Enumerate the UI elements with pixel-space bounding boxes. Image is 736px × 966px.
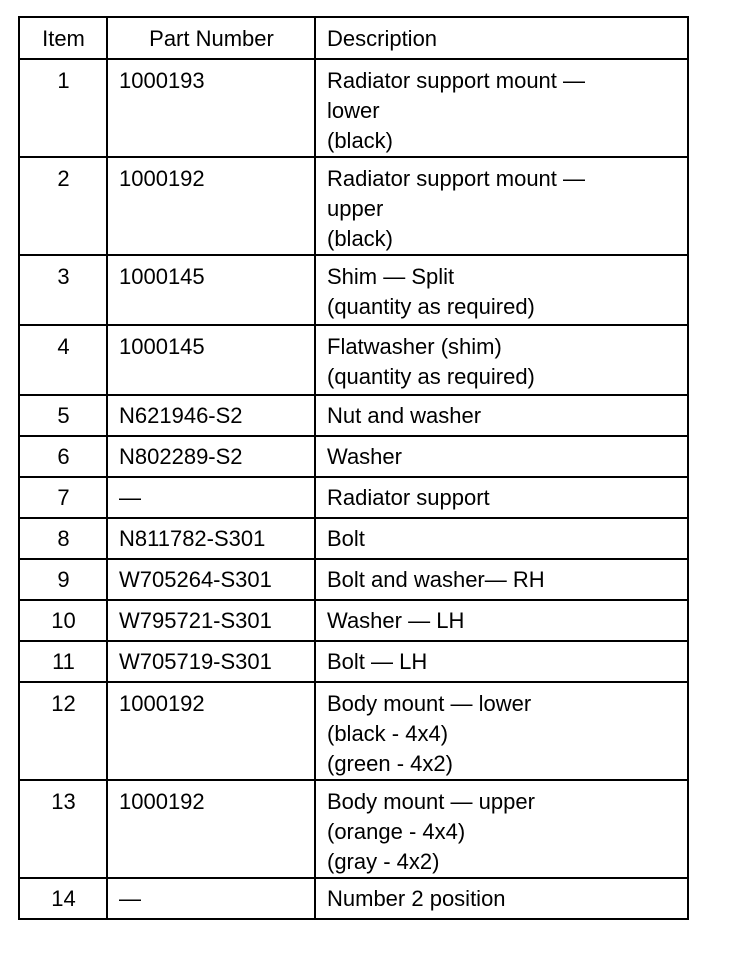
- item-number-cell: 8: [19, 518, 107, 559]
- description-cell: [315, 682, 688, 780]
- parts-table: [18, 16, 689, 920]
- description-line: (orange - 4x4): [327, 819, 466, 844]
- part-number-cell: 1000192: [107, 682, 315, 780]
- description-cell: [315, 59, 688, 157]
- column-header-part-number: Part Number: [107, 17, 315, 59]
- description-line: (black): [327, 128, 394, 153]
- description-cell: [315, 878, 688, 919]
- part-number-cell: W705719-S301: [107, 641, 315, 682]
- description-line: Nut and washer: [327, 403, 482, 428]
- part-number-cell: 1000193: [107, 59, 315, 157]
- part-number-cell: W705264-S301: [107, 559, 315, 600]
- part-number-cell: N802289-S2: [107, 436, 315, 477]
- description-line: Washer: [327, 444, 402, 469]
- item-number-cell: 5: [19, 395, 107, 436]
- description-line: upper: [327, 196, 384, 221]
- part-number-cell: 1000192: [107, 157, 315, 255]
- item-number-cell: 2: [19, 157, 107, 255]
- table-row: [19, 325, 688, 395]
- item-number-cell: 10: [19, 600, 107, 641]
- description-cell: [315, 325, 688, 395]
- table-row: [19, 255, 688, 325]
- description-cell: [315, 436, 688, 477]
- description-line: (green - 4x2): [327, 751, 453, 776]
- description-cell: [315, 559, 688, 600]
- description-line: Radiator support: [327, 485, 490, 510]
- description-line: Body mount — upper: [327, 789, 535, 814]
- column-header-description: Description: [315, 17, 688, 59]
- description-cell: [315, 518, 688, 559]
- table-body: [19, 59, 688, 919]
- part-number-cell: N811782-S301: [107, 518, 315, 559]
- description-line: (gray - 4x2): [327, 849, 440, 874]
- table-row: [19, 477, 688, 518]
- description-line: lower: [327, 98, 380, 123]
- description-line: (black - 4x4): [327, 721, 449, 746]
- part-number-cell: —: [107, 477, 315, 518]
- description-line: Radiator support mount —: [327, 166, 586, 191]
- table-row: [19, 518, 688, 559]
- table-row: [19, 157, 688, 255]
- item-number-cell: 6: [19, 436, 107, 477]
- part-number-cell: —: [107, 878, 315, 919]
- item-number-cell: 12: [19, 682, 107, 780]
- description-line: Number 2 position: [327, 886, 506, 911]
- description-line: (black): [327, 226, 394, 251]
- item-number-cell: 11: [19, 641, 107, 682]
- part-number-cell: 1000145: [107, 325, 315, 395]
- description-cell: [315, 157, 688, 255]
- item-number-cell: 14: [19, 878, 107, 919]
- item-number-cell: 3: [19, 255, 107, 325]
- item-number-cell: 13: [19, 780, 107, 878]
- column-header-item: Item: [19, 17, 107, 59]
- item-number-cell: 7: [19, 477, 107, 518]
- table-row: [19, 878, 688, 919]
- description-cell: [315, 780, 688, 878]
- item-number-cell: 1: [19, 59, 107, 157]
- table-row: [19, 59, 688, 157]
- description-line: Washer — LH: [327, 608, 465, 633]
- description-line: Flatwasher (shim): [327, 334, 502, 359]
- description-line: Shim — Split: [327, 264, 455, 289]
- item-number-cell: 4: [19, 325, 107, 395]
- description-line: (quantity as required): [327, 364, 535, 389]
- table-row: [19, 682, 688, 780]
- table-row: [19, 780, 688, 878]
- table-row: [19, 600, 688, 641]
- table-row: [19, 436, 688, 477]
- part-number-cell: N621946-S2: [107, 395, 315, 436]
- table-row: [19, 395, 688, 436]
- description-line: Bolt and washer— RH: [327, 567, 545, 592]
- description-cell: [315, 255, 688, 325]
- description-cell: [315, 641, 688, 682]
- description-line: (quantity as required): [327, 294, 535, 319]
- item-number-cell: 9: [19, 559, 107, 600]
- table-row: [19, 641, 688, 682]
- part-number-cell: 1000145: [107, 255, 315, 325]
- description-line: Radiator support mount —: [327, 68, 586, 93]
- description-line: Body mount — lower: [327, 691, 532, 716]
- part-number-cell: 1000192: [107, 780, 315, 878]
- header-row: [19, 17, 688, 59]
- description-line: Bolt — LH: [327, 649, 428, 674]
- description-line: Bolt: [327, 526, 365, 551]
- table-row: [19, 559, 688, 600]
- description-cell: [315, 477, 688, 518]
- part-number-cell: W795721-S301: [107, 600, 315, 641]
- description-cell: [315, 395, 688, 436]
- description-cell: [315, 600, 688, 641]
